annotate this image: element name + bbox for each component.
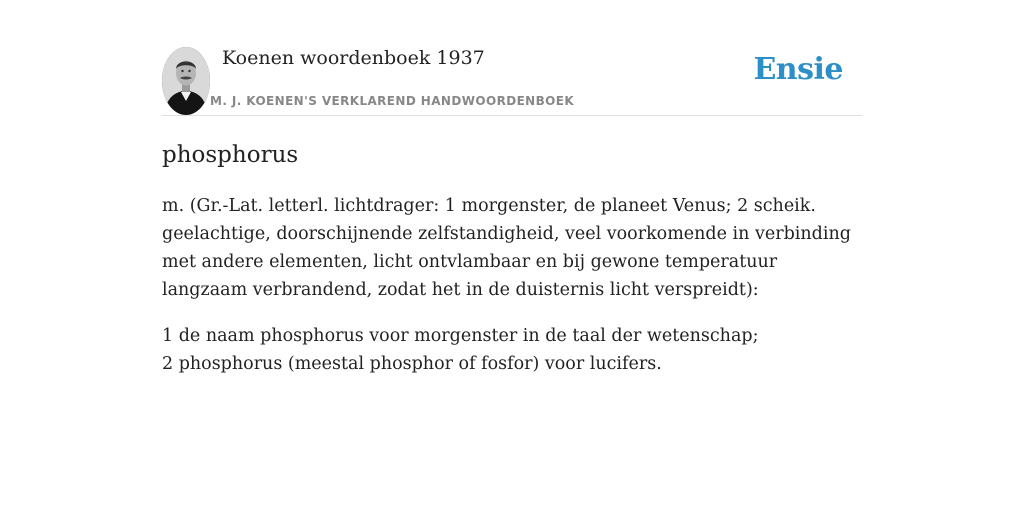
definition-text: m. (Gr.-Lat. letterl. lichtdrager: 1 morgenster, de planeet Venus; 2 scheik. geelachtige, doorschijnende zelfstandigheid, veel voorkomende in verbinding met andere elementen, licht ontvlambaar en bij gewone temperatuur langzaam verbrandend, zodat het in de duisternis licht verspreidt): xyxy=(162,196,851,300)
book-title[interactable]: Koenen woordenboek 1937 xyxy=(222,47,485,69)
dictionary-header xyxy=(162,46,862,116)
book-subtitle: M. J. KOENEN'S VERKLAREND HANDWOORDENBOEK xyxy=(210,94,575,108)
sense-item: 1 de naam phosphorus voor morgenster in de taal der wetenschap; xyxy=(162,326,759,346)
headword: phosphorus xyxy=(162,142,299,168)
author-portrait-icon[interactable] xyxy=(162,47,210,115)
ensie-logo[interactable]: Ensie xyxy=(753,52,843,87)
sense-item: 2 phosphorus (meestal phosphor of fosfor) voor lucifers. xyxy=(162,354,662,374)
senses-list xyxy=(162,322,862,378)
entry-container xyxy=(162,46,862,378)
